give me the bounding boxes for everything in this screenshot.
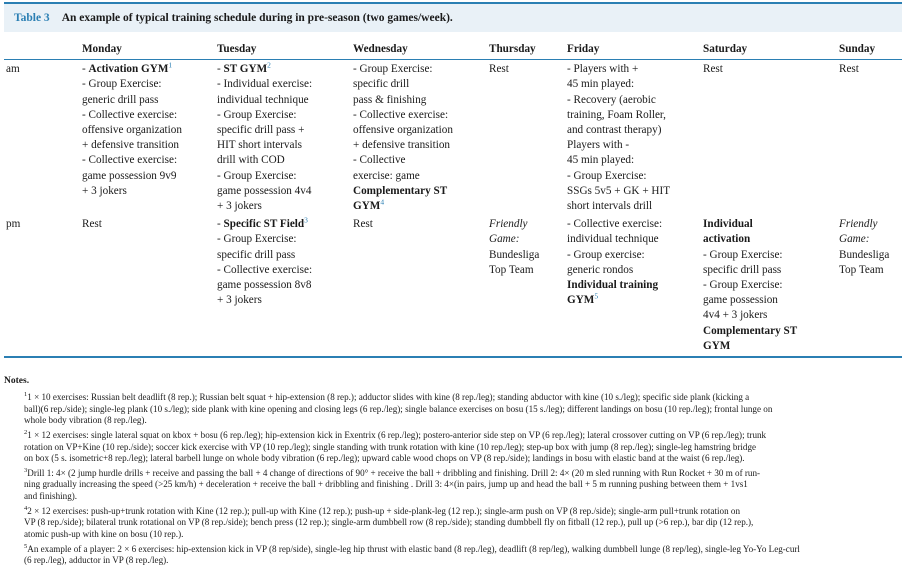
cell-text: Rest	[489, 63, 509, 76]
cell-text: Game:	[839, 233, 870, 246]
cell-text: Top Team	[489, 263, 534, 276]
cell-line	[217, 153, 349, 168]
cell-text: Friendly	[489, 218, 528, 231]
note-line: $^2$1 × 12 exercises: single lateral squat on kbox + bosu (6 rep./leg); hip-extension kick in Exentrix (6 rep./leg); postero-anterior side step on VP (6 rep./leg); lateral crossover cutting on VP (6 rep./leg); trunk	[24, 429, 767, 441]
cell-line	[353, 93, 485, 108]
cell-text: Rest	[703, 63, 723, 76]
cell-line	[703, 217, 835, 232]
note-line: $^4$2 × 12 exercises: push-up+trunk rotation with Kine (12 rep.); pull-up with Kine (12 rep.); push-up + side-plank-leg (12 rep.); single-arm push on VP (8 rep./side); single-arm pull+trunk rotation on	[24, 505, 741, 517]
note-line: $^3$Drill 1: 4× (2 jump hurdle drills + receive and passing the ball + 4 change of directions of 90° + receive the ball + dribbling and finishing. Drill 2: 4× (20 m sled running with Run Rocket + 30 m of run-	[24, 467, 761, 479]
table-body	[4, 60, 902, 357]
cell-text: specific drill pass	[703, 263, 782, 276]
header-cell-sunday: Sunday	[837, 38, 902, 60]
cell-text: - Group Exercise:	[703, 248, 783, 261]
cell-line	[567, 153, 699, 168]
cell-line	[567, 293, 699, 308]
cell-text: Rest	[839, 63, 859, 76]
cell-text: pass & finishing	[353, 93, 427, 106]
cell-line	[839, 232, 900, 247]
cell-text: - Collective exercise:	[82, 154, 178, 167]
cell-text: - Recovery (aerobic	[567, 93, 656, 106]
table-notes	[4, 376, 900, 568]
cell-text: 4v4 + 3 jokers	[703, 309, 768, 322]
cell-line	[217, 278, 349, 293]
table-cell	[215, 60, 351, 216]
cell-line	[82, 123, 213, 138]
cell-line	[567, 123, 699, 138]
note-line: and finishing).	[24, 490, 78, 501]
cell-line	[703, 293, 835, 308]
cell-text: - Group Exercise:	[353, 63, 433, 76]
cell-text: Players with -	[567, 139, 630, 152]
cell-text: and contrast therapy)	[567, 124, 662, 137]
note-item	[4, 503, 900, 540]
table-cell	[487, 215, 565, 357]
cell-text: + 3 jokers	[217, 294, 262, 307]
cell-text: activation	[703, 233, 751, 246]
cell-text: + 3 jokers	[82, 184, 127, 197]
cell-text: - Group Exercise:	[217, 233, 297, 246]
cell-line	[217, 263, 349, 278]
cell-text: Complementary ST	[353, 184, 448, 197]
table-cell	[565, 60, 701, 216]
cell-line	[839, 217, 900, 232]
cell-line	[82, 169, 213, 184]
cell-line	[839, 248, 900, 263]
note-item	[4, 541, 900, 567]
cell-text: + defensive transition	[82, 139, 180, 152]
cell-line	[839, 62, 900, 77]
cell-text: individual technique	[567, 233, 659, 246]
cell-text: Rest	[82, 218, 102, 231]
row-label: am	[6, 63, 20, 76]
note-line: $^5$An example of a player: 2 × 6 exercises: hip-extension kick in VP (8 rep/side), single-leg hip thrust with elastic band (8 rep./leg), deadlift (8 rep/leg), walking dumbbell lunge (8 rep/leg), single-leg Yo-Yo Leg-curl	[24, 542, 800, 555]
note-line: on box (5 s. isometric+8 rep./leg); lateral barbell lunge on whole body vibration (6 rep./leg); upward cable wood chops on VP (8 rep./side); landings in bosu with elastic band at the waist (6 rep./leg).	[24, 452, 745, 463]
cell-text: specific drill	[353, 78, 410, 91]
cell-text: game possession 9v9	[82, 169, 177, 182]
note-line: ball)(6 rep./side); single-leg plank (10 s./leg); side plank with kine opening and closing legs (6 rep./leg); single balance exercises on bosu (15 s./leg); different landings on bosu (10 rep./leg); frontal lunge on	[24, 403, 773, 414]
table-cell	[837, 60, 902, 216]
note-line: atomic push-up with kine on bosu (10 rep.).	[24, 528, 184, 539]
cell-line	[489, 263, 563, 278]
cell-line	[353, 217, 485, 232]
cell-line	[567, 263, 699, 278]
cell-line	[567, 278, 699, 293]
cell-text: game possession 4v4	[217, 184, 312, 197]
cell-text: - Group Exercise:	[567, 169, 647, 182]
cell-line	[353, 153, 485, 168]
cell-line	[567, 93, 699, 108]
cell-line	[217, 217, 349, 232]
cell-text: - Collective exercise:	[82, 108, 178, 121]
cell-text: GYM	[353, 200, 381, 213]
cell-line	[353, 108, 485, 123]
table-cell	[565, 215, 701, 357]
cell-text: generic rondos	[567, 263, 634, 276]
cell-line	[82, 108, 213, 123]
training-schedule-table	[4, 38, 902, 358]
note-line: VP (8 rep./side); bilateral trunk rotational on VP (8 rep./side); bench press (12 rep.); single-arm dumbbell row (8 rep./side); standing dumbbell fly on fitball (12 rep.), pull up (>6 rep.), bar dip (12 rep.),	[24, 517, 754, 528]
cell-line	[217, 248, 349, 263]
cell-line	[217, 123, 349, 138]
header-cell-wednesday: Wednesday	[351, 38, 487, 60]
cell-text: individual technique	[217, 93, 309, 106]
cell-text: + defensive transition	[353, 139, 451, 152]
cell-line	[703, 278, 835, 293]
cell-text: HIT short intervals	[217, 139, 302, 152]
table-cell	[837, 215, 902, 357]
note-item	[4, 427, 900, 464]
table-row-am	[4, 60, 902, 216]
cell-line	[567, 248, 699, 263]
cell-text: Bundesliga	[489, 248, 540, 261]
table-cell	[487, 60, 565, 216]
note-line: rotation on VP+Kine (10 rep./side); soccer kick exercise with VP (10 rep./leg); single standing with trunk rotation with kine (10 rep./leg); step-up box with jump (8 rep./leg); single-leg hamstring bridge	[24, 441, 757, 452]
cell-line	[703, 232, 835, 247]
cell-line	[217, 93, 349, 108]
note-mark: 4	[24, 505, 28, 513]
cell-line	[217, 232, 349, 247]
notes-heading: Notes.	[4, 376, 30, 386]
cell-text: - Individual exercise:	[217, 78, 313, 91]
cell-text: offensive organization	[353, 124, 453, 137]
cell-line	[217, 169, 349, 184]
cell-text: specific drill pass +	[217, 124, 305, 137]
cell-line	[217, 138, 349, 153]
cell-text: exercise: game	[353, 169, 420, 182]
cell-line	[82, 217, 213, 232]
cell-line	[489, 248, 563, 263]
cell-line	[353, 62, 485, 77]
cell-text: Complementary ST	[703, 324, 798, 337]
cell-text: -	[82, 63, 89, 76]
note-line: (6 rep./leg), adductor in VP (8 rep./leg).	[24, 555, 169, 566]
cell-line	[489, 232, 563, 247]
table-cell	[80, 60, 215, 216]
table-label: Table 3	[14, 12, 50, 24]
cell-line	[82, 62, 213, 77]
cell-line	[353, 199, 485, 214]
cell-line	[217, 199, 349, 214]
cell-line	[567, 169, 699, 184]
cell-line	[217, 293, 349, 308]
table-cell	[701, 60, 837, 216]
cell-line	[567, 108, 699, 123]
cell-line	[703, 248, 835, 263]
cell-text: game possession 8v8	[217, 279, 312, 292]
cell-text: - Collective exercise:	[353, 108, 449, 121]
table-cell	[351, 215, 487, 357]
cell-text: generic drill pass	[82, 93, 159, 106]
cell-line	[353, 123, 485, 138]
cell-text: Specific ST Field	[223, 218, 305, 231]
table-cell	[215, 215, 351, 357]
header-cell-blank	[4, 38, 80, 60]
table-cell	[351, 60, 487, 216]
cell-text: - Group Exercise:	[217, 108, 297, 121]
cell-text: Activation GYM	[88, 63, 169, 76]
table-title: An example of typical training schedule during in pre-season (two games/week).	[61, 12, 453, 24]
cell-line	[353, 77, 485, 92]
table-row-pm	[4, 215, 902, 357]
table-cell	[80, 215, 215, 357]
note-item	[4, 465, 900, 502]
cell-line	[82, 77, 213, 92]
header-cell-saturday: Saturday	[701, 38, 837, 60]
cell-line	[567, 62, 699, 77]
cell-line	[567, 77, 699, 92]
note-line: $^1$1 × 10 exercises: Russian belt deadlift (8 rep.); Russian belt squat + hip-extension (8 rep.); adductor slides with kine (8 rep./leg); standing abductor with kine (10 s./leg); specific side plank (kicking a	[24, 391, 750, 403]
note-line: ning gradually increasing the speed (>25 km/h) + deceleration + receive the ball + dribbling and finishing . Drill 3: 4×(in pairs, jump up and head the ball + 5 m running pushing between them + 1vs1	[24, 479, 748, 490]
cell-text: Top Team	[839, 263, 884, 276]
note-line: whole body vibration (8 rep./leg).	[24, 414, 147, 425]
cell-line	[217, 62, 349, 77]
header-cell-thursday: Thursday	[487, 38, 565, 60]
cell-text: Rest	[353, 218, 373, 231]
header-cell-tuesday: Tuesday	[215, 38, 351, 60]
note-mark: 1	[24, 391, 28, 399]
cell-line	[489, 62, 563, 77]
cell-text: - Players with +	[567, 63, 639, 76]
cell-text: ST GYM	[223, 63, 268, 76]
footnote-ref: 1	[168, 60, 173, 70]
cell-line	[567, 199, 699, 214]
notes-list	[4, 389, 900, 566]
cell-line	[82, 184, 213, 199]
cell-text: SSGs 5v5 + GK + HIT	[567, 184, 671, 197]
cell-text: short intervals drill	[567, 200, 653, 213]
cell-text: game possession	[703, 294, 778, 307]
cell-line	[217, 184, 349, 199]
cell-text: - Collective exercise:	[567, 218, 663, 231]
cell-text: 45 min played:	[567, 154, 635, 167]
cell-text: 45 min played:	[567, 78, 635, 91]
header-cell-monday: Monday	[80, 38, 215, 60]
footnote-ref: 5	[594, 291, 599, 301]
cell-line	[567, 138, 699, 153]
cell-line	[82, 153, 213, 168]
cell-text: - Group exercise:	[567, 248, 645, 261]
cell-line	[703, 324, 835, 339]
note-mark: 5	[24, 542, 28, 550]
cell-line	[217, 108, 349, 123]
footnote-ref: 2	[267, 60, 271, 70]
cell-line	[353, 138, 485, 153]
cell-line	[839, 263, 900, 278]
cell-text: drill with COD	[217, 154, 285, 167]
cell-line	[217, 77, 349, 92]
cell-line	[82, 138, 213, 153]
table-cell	[701, 215, 837, 357]
cell-line	[82, 93, 213, 108]
cell-text: - Group Exercise:	[703, 279, 783, 292]
cell-text: training, Foam Roller,	[567, 108, 666, 121]
row-label: pm	[4, 215, 80, 357]
header-cell-friday: Friday	[565, 38, 701, 60]
cell-line	[703, 339, 835, 354]
cell-text: Individual	[703, 218, 753, 231]
cell-line	[489, 217, 563, 232]
cell-line	[567, 217, 699, 232]
cell-text: - Collective	[353, 154, 406, 167]
note-item	[4, 389, 900, 426]
table-caption	[4, 2, 902, 32]
cell-line	[703, 263, 835, 278]
cell-line	[703, 62, 835, 77]
cell-text: Bundesliga	[839, 248, 890, 261]
cell-text: offensive organization	[82, 124, 182, 137]
cell-text: -	[217, 218, 224, 231]
note-mark: 3	[24, 467, 28, 475]
cell-text: - Group Exercise:	[217, 169, 297, 182]
footnote-ref: 3	[304, 215, 308, 225]
cell-text: Individual training	[567, 279, 659, 292]
cell-text: Friendly	[839, 218, 878, 231]
header-row	[4, 38, 902, 60]
cell-line	[567, 232, 699, 247]
cell-text: GYM	[567, 294, 595, 307]
cell-line	[703, 308, 835, 323]
cell-line	[353, 169, 485, 184]
cell-text: + 3 jokers	[217, 200, 262, 213]
note-mark: 2	[24, 429, 28, 437]
cell-text: - Group Exercise:	[82, 78, 162, 91]
footnote-ref: 4	[380, 197, 385, 207]
cell-line	[353, 184, 485, 199]
cell-line	[567, 184, 699, 199]
cell-text: GYM	[703, 339, 731, 352]
cell-text: Game:	[489, 233, 520, 246]
cell-text: specific drill pass	[217, 248, 296, 261]
cell-text: - Collective exercise:	[217, 263, 313, 276]
cell-text: -	[217, 63, 224, 76]
